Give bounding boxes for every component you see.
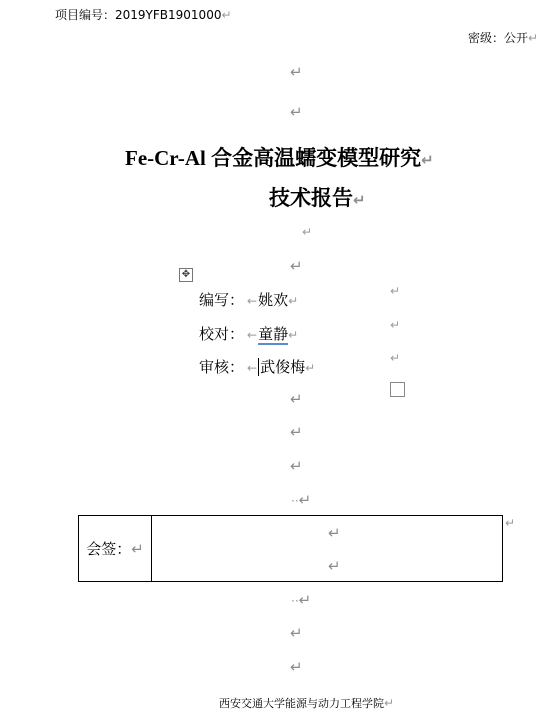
role-label: 审核：	[199, 358, 245, 376]
report-subtitle-text: 技术报告	[269, 185, 353, 210]
row-end-mark: ↵	[505, 516, 516, 530]
signoff-label-cell[interactable]	[79, 516, 152, 582]
paragraph-mark: ↵	[221, 8, 232, 22]
report-title	[125, 142, 434, 172]
paragraph-mark: ↵	[290, 457, 303, 475]
institution-footer	[219, 695, 394, 711]
role-row-author	[199, 289, 298, 310]
table-move-handle-icon[interactable]: ✥	[179, 268, 193, 282]
paragraph-mark: ↵	[353, 191, 366, 209]
cell-marker: ←	[247, 294, 258, 308]
role-name[interactable]: 姚欢	[258, 291, 289, 309]
table-resize-handle[interactable]	[390, 382, 405, 397]
paragraph-mark: ↵	[288, 328, 299, 342]
paragraph-mark: ↵	[328, 557, 341, 575]
role-label: 编写：	[199, 291, 245, 309]
paragraph-mark: ↵	[302, 225, 313, 239]
classification-text: 密级：公开	[468, 31, 529, 45]
project-number	[55, 6, 232, 23]
cell-end-mark: ↵	[390, 351, 401, 365]
report-subtitle	[269, 182, 366, 212]
cell-end-mark: ↵	[390, 284, 401, 298]
paragraph-mark: ↵	[384, 696, 395, 710]
cell-marker: ←	[247, 361, 258, 375]
role-name[interactable]: 武俊梅	[260, 358, 306, 376]
signoff-content-cell[interactable]	[152, 516, 503, 582]
paragraph-mark: ↵	[290, 658, 303, 676]
signoff-table	[78, 515, 503, 582]
cell-end-mark: ↵	[390, 318, 401, 332]
paragraph-mark: ↵	[290, 624, 303, 642]
space-paragraph	[291, 490, 311, 509]
paragraph-mark: ↵	[290, 423, 303, 441]
paragraph-mark: ↵	[290, 390, 303, 408]
classification-level	[468, 29, 538, 46]
report-title-text: Fe-Cr-Al 合金高温蠕变模型研究	[125, 146, 422, 170]
paragraph-mark: ↵	[328, 524, 341, 542]
paragraph-mark: ↵	[298, 491, 312, 509]
paragraph-mark: ↵	[290, 103, 303, 121]
signoff-label: 会签：	[86, 540, 132, 558]
paragraph-mark: ↵	[298, 591, 312, 609]
space-dots: ··	[291, 594, 299, 608]
paragraph-mark: ↵	[131, 540, 144, 558]
paragraph-mark: ↵	[305, 361, 316, 375]
paragraph-mark: ↵	[421, 151, 434, 169]
role-row-proofreader	[199, 323, 298, 344]
institution-name: 西安交通大学能源与动力工程学院	[219, 697, 384, 710]
project-number-label: 项目编号：	[55, 8, 116, 22]
paragraph-mark: ↵	[290, 63, 303, 81]
project-number-value: 2019YFB1901000	[115, 8, 222, 22]
space-paragraph	[291, 590, 311, 609]
role-label: 校对：	[199, 325, 245, 343]
cell-marker: ←	[247, 328, 258, 342]
paragraph-mark: ↵	[290, 257, 303, 275]
paragraph-mark: ↵	[288, 294, 299, 308]
paragraph-mark: ↵	[528, 31, 539, 45]
space-dots: ··	[291, 494, 299, 508]
role-row-reviewer	[199, 356, 315, 377]
role-name[interactable]: 童静	[258, 325, 289, 343]
